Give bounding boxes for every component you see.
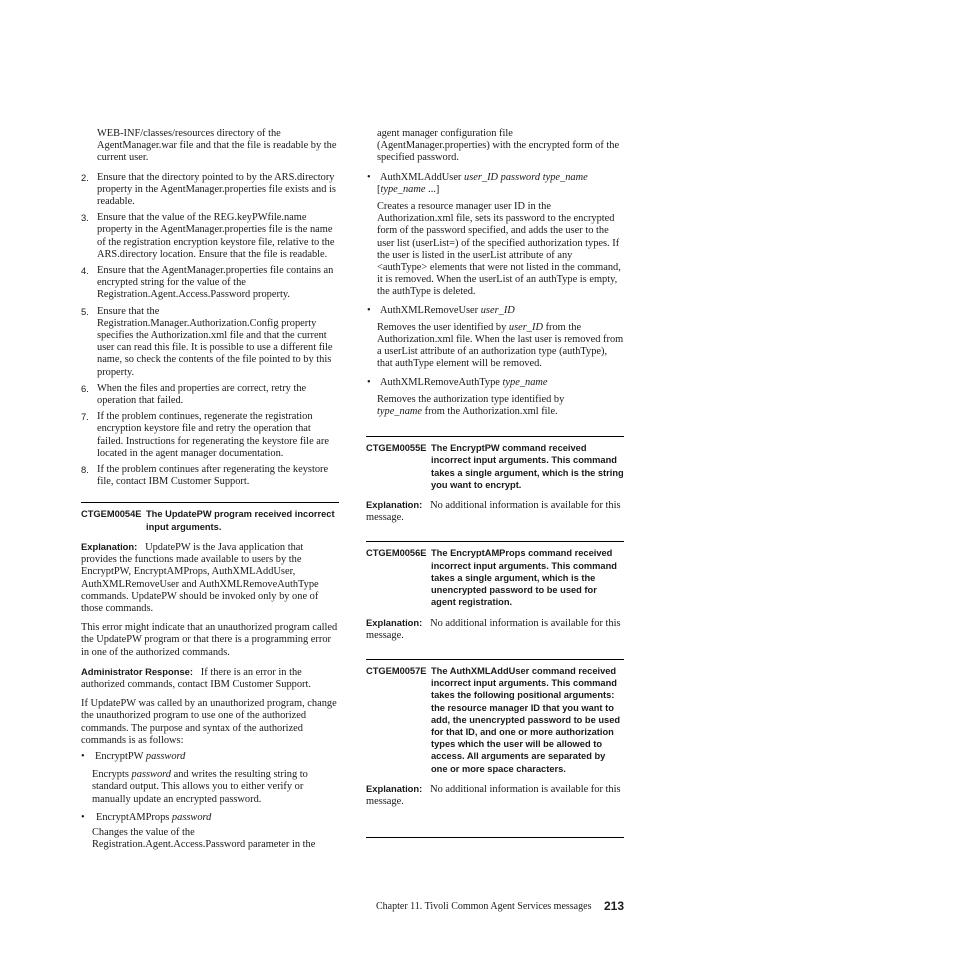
step-number: 2. xyxy=(81,171,89,183)
command-item: • AuthXMLAddUser user_ID password type_name [type_name ...] xyxy=(367,171,588,195)
divider xyxy=(81,502,339,503)
step-text: Ensure that the AgentManager.properties file contains an encrypted string for the value of the Registration.Agent.Access.Password property. xyxy=(97,265,334,301)
command-description: Changes the value of the Registration.Agent.Access.Password parameter in the xyxy=(92,826,316,851)
message-title: The EncryptAMProps command received incorrect input arguments. This command takes a single argument, which is the unencrypted password to be used for agent registration. xyxy=(431,548,617,608)
page-footer xyxy=(376,901,624,912)
page-number: 213 xyxy=(603,899,624,913)
message-title: The UpdatePW program received incorrect input arguments. xyxy=(146,509,335,532)
command-name: EncryptPW xyxy=(95,750,144,762)
command-arg: user_ID xyxy=(480,304,515,316)
right-column xyxy=(366,128,624,838)
command-item xyxy=(81,751,339,763)
step-text: Ensure that the Registration.Manager.Authorization.Config property specifies the Authorization.xml file and that the current user can read this file. It is possible to use a different file name, so check the contents of the file pointed to by this property. xyxy=(97,305,333,378)
message-heading xyxy=(366,442,624,491)
message-code: CTGEM0057E xyxy=(366,665,427,676)
paragraph: If UpdatePW was called by an unauthorized program, change the unauthorized program to use one of the authorized commands. The purpose and syntax of the authorized commands is as follows: xyxy=(81,698,337,746)
bullet-icon: • xyxy=(81,750,85,762)
divider xyxy=(366,541,624,542)
message-heading xyxy=(366,547,624,608)
command-description: Creates a resource manager user ID in the Authorization.xml file, sets its password to the encrypted form of the password specified, and adds the user to the user list (userList=) of the specified authorization types. If the user is listed in the userList attribute of any <authType> elements that were not listed in the command, it is removed. When the userList of an authType is empty, the authType is deleted. xyxy=(377,201,621,298)
step-number: 8. xyxy=(81,464,89,476)
message-code: CTGEM0055E xyxy=(366,443,427,454)
step-text: If the problem continues, regenerate the registration encryption keystore file and retry the operation that failed. Instructions for regenerating the keystore file are located in the agent manager documentation. xyxy=(97,411,329,459)
message-code: CTGEM0056E xyxy=(366,548,427,559)
explanation-text: No additional information is available for this message. xyxy=(366,617,621,641)
explanation-label: Explanation: xyxy=(366,782,423,794)
command-description: Removes the authorization type identified by type_name from the Authorization.xml file. xyxy=(377,393,565,418)
explanation-label: Explanation: xyxy=(366,616,423,628)
explanation-label: Explanation: xyxy=(81,540,138,552)
explanation xyxy=(366,783,624,808)
explanation xyxy=(366,499,624,524)
divider xyxy=(366,837,624,838)
admin-response-text: If there is an error in the authorized commands, contact IBM Customer Support. xyxy=(81,666,311,690)
step-item xyxy=(81,383,339,407)
bullet-icon: • xyxy=(367,376,371,388)
command-item xyxy=(81,812,339,824)
chapter-title: Chapter 11. Tivoli Common Agent Services messages xyxy=(376,901,592,912)
divider xyxy=(366,659,624,660)
continued-text: agent manager configuration file (AgentManager.properties) with the encrypted form of the specified password. xyxy=(377,128,620,164)
command-description: Encrypts password and writes the resulting string to standard output. This allows you to either verify or manually update an encrypted password. xyxy=(92,769,308,805)
step-item xyxy=(81,212,339,261)
message-heading xyxy=(366,665,624,775)
step-text: When the files and properties are correct, retry the operation that failed. xyxy=(97,382,307,407)
command-arg: type_name xyxy=(502,376,548,388)
command-name: AuthXMLAddUser xyxy=(380,171,462,183)
step-item xyxy=(81,464,339,488)
step-list xyxy=(81,172,339,489)
command-arg: password xyxy=(145,750,186,762)
step-text: Ensure that the directory pointed to by the ARS.directory property in the AgentManager.properties file exists and is readable. xyxy=(97,171,336,208)
step-item xyxy=(81,172,339,209)
message-code: CTGEM0054E xyxy=(81,509,142,520)
explanation xyxy=(81,541,339,615)
command-description: Removes the user identified by user_ID from the Authorization.xml file. When the last user is removed from a userList attribute of an authorization type (authType), that authType element will be removed. xyxy=(377,321,624,370)
divider xyxy=(366,436,624,437)
command-name: AuthXMLRemoveUser xyxy=(380,304,479,316)
step-item xyxy=(81,411,339,460)
admin-response-label: Administrator Response: xyxy=(81,665,193,677)
explanation-label: Explanation: xyxy=(366,499,423,511)
bullet-icon: • xyxy=(367,304,371,316)
bullet-icon: • xyxy=(81,811,85,823)
step-text: If the problem continues after regenerating the keystore file, contact IBM Customer Support. xyxy=(97,464,329,488)
explanation-text: No additional information is available for this message. xyxy=(366,783,621,807)
command-arg: password xyxy=(171,811,212,823)
step-number: 4. xyxy=(81,265,89,277)
paragraph: This error might indicate that an unauthorized program called the UpdatePW program or that there is a programming error in one of the authorized commands. xyxy=(81,622,338,658)
left-column xyxy=(81,128,339,857)
step-number: 3. xyxy=(81,212,89,224)
explanation xyxy=(366,617,624,642)
message-title: The AuthXMLAddUser command received incorrect input arguments. This command takes the following positional arguments: the resource manager ID that you want to add, the unencrypted password to be used for that ID, and one or more authorization types which the user will be allowed to access. All arguments are separated by one or more space characters. xyxy=(431,665,621,774)
command-name: AuthXMLRemoveAuthType xyxy=(380,376,500,388)
explanation-text: UpdatePW is the Java application that provides the functions made available to users by the EncryptPW, EncryptAMProps, AuthXMLAddUser, AuthXMLRemoveUser and AuthXMLRemoveAuthType commands. UpdatePW should be invoked only by one of those commands. xyxy=(81,541,319,614)
admin-response xyxy=(81,666,339,691)
explanation-text: No additional information is available for this message. xyxy=(366,500,621,524)
step-item xyxy=(81,265,339,302)
command-item xyxy=(366,305,624,317)
continued-text: WEB-INF/classes/resources directory of the AgentManager.war file and that the file is readable by the current user. xyxy=(97,128,337,164)
step-number: 7. xyxy=(81,411,89,423)
command-item xyxy=(366,377,624,389)
command-arg: user_ID password type_name xyxy=(464,171,588,183)
command-name: EncryptAMProps xyxy=(96,811,170,823)
step-item xyxy=(81,306,339,379)
message-heading xyxy=(81,508,339,532)
bullet-icon: • xyxy=(367,171,371,183)
message-title: The EncryptPW command received incorrect input arguments. This command takes a single argument, which is the string you want to encrypt. xyxy=(431,443,624,490)
step-number: 5. xyxy=(81,305,89,317)
step-text: Ensure that the value of the REG.keyPWfile.name property in the AgentManager.properties file is the name of the registration encryption keystore file, relative to the ARS.directory location. Ensure that the file is readable. xyxy=(97,212,335,260)
step-number: 6. xyxy=(81,382,89,394)
